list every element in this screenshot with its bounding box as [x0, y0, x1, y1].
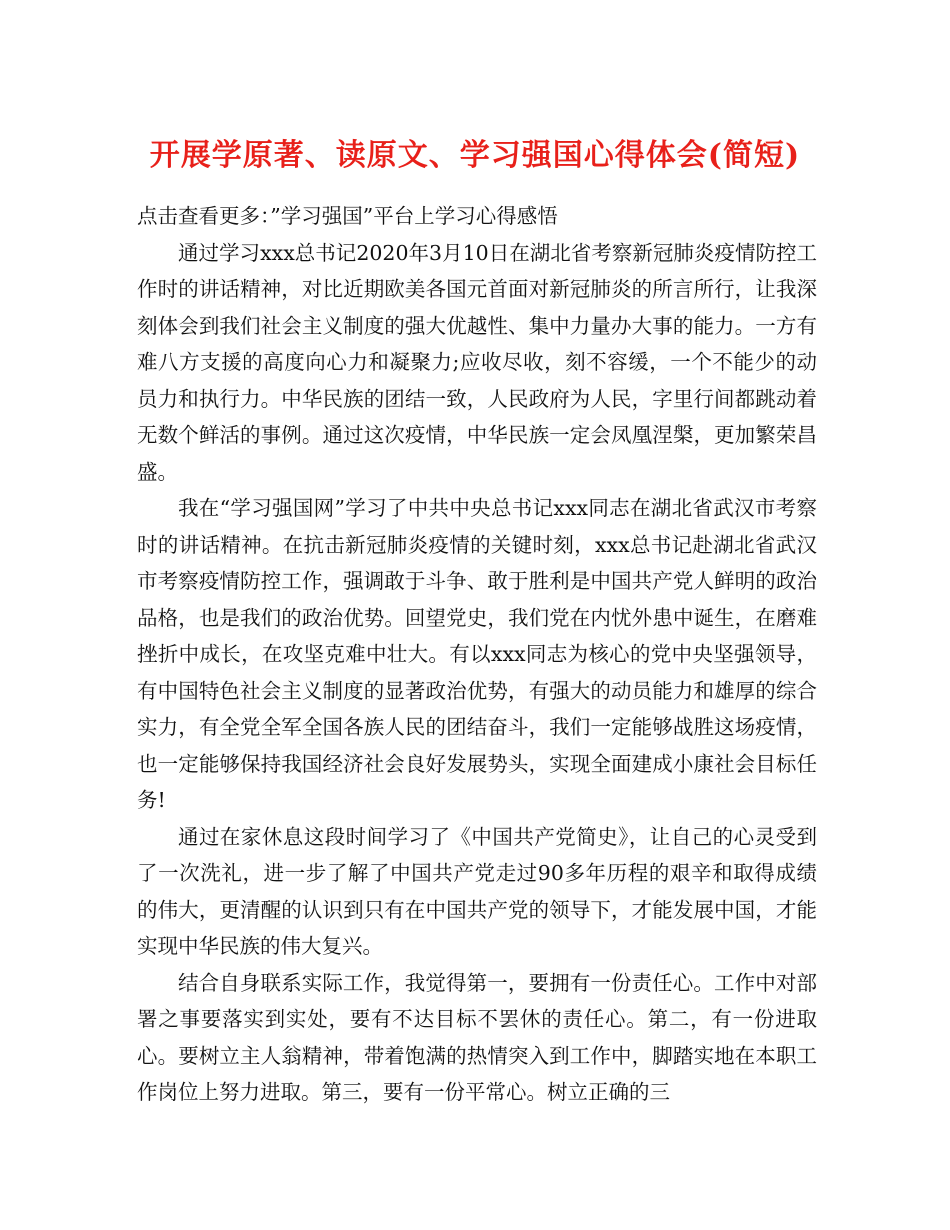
- document-title: 开展学原著、读原文、学习强国心得体会(简短): [149, 138, 801, 173]
- paragraph-3: 通过在家休息这段时间学习了《中国共产党简史》，让自己的心灵受到了一次洗礼，进一步了解了中国共产党走过90多年历程的艰辛和取得成绩的伟大，更清醒的认识到只有在中国共产党的领导下，才能发展中国，才能实现中华民族的伟大复兴。: [137, 824, 817, 958]
- paragraph-1: 通过学习xxx总书记2020年3月10日在湖北省考察新冠肺炎疫情防控工作时的讲话精神，对比近期欧美各国元首面对新冠肺炎的所言所行，让我深刻体会到我们社会主义制度的强大优越性、集中力量办大事的能力。一方有难八方支援的高度向心力和凝聚力;应收尽收，刻不容缓，一个不能少的动员力和执行力。中华民族的团结一致，人民政府为人民，字里行间都跳动着无数个鲜活的事例。通过这次疫情，中华民族一定会凤凰涅槃，更加繁荣昌盛。: [137, 240, 817, 484]
- paragraph-2: 我在“学习强国网”学习了中共中央总书记xxx同志在湖北省武汉市考察时的讲话精神。在抗击新冠肺炎疫情的关键时刻，xxx总书记赴湖北省武汉市考察疫情防控工作，强调敢于斗争、敢于胜利是中国共产党人鲜明的政治品格，也是我们的政治优势。回望党史，我们党在内忧外患中诞生，在磨难挫折中成长，在攻坚克难中壮大。有以xxx同志为核心的党中央坚强领导，有中国特色社会主义制度的显著政治优势，有强大的动员能力和雄厚的综合实力，有全党全军全国各族人民的团结奋斗，我们一定能够战胜这场疫情，也一定能够保持我国经济社会良好发展势头，实现全面建成小康社会目标任务!: [137, 496, 817, 812]
- lead-line: 点击查看更多：”学习强国”平台上学习心得感悟: [137, 204, 558, 228]
- paragraph-4: 结合自身联系实际工作，我觉得第一，要拥有一份责任心。工作中对部署之事要落实到实处，要有不达目标不罢休的责任心。第二，有一份进取心。要树立主人翁精神，带着饱满的热情突入到工作中，脚踏实地在本职工作岗位上努力进取。第三，要有一份平常心。树立正确的三: [137, 970, 817, 1104]
- document-body: [137, 198, 817, 1111]
